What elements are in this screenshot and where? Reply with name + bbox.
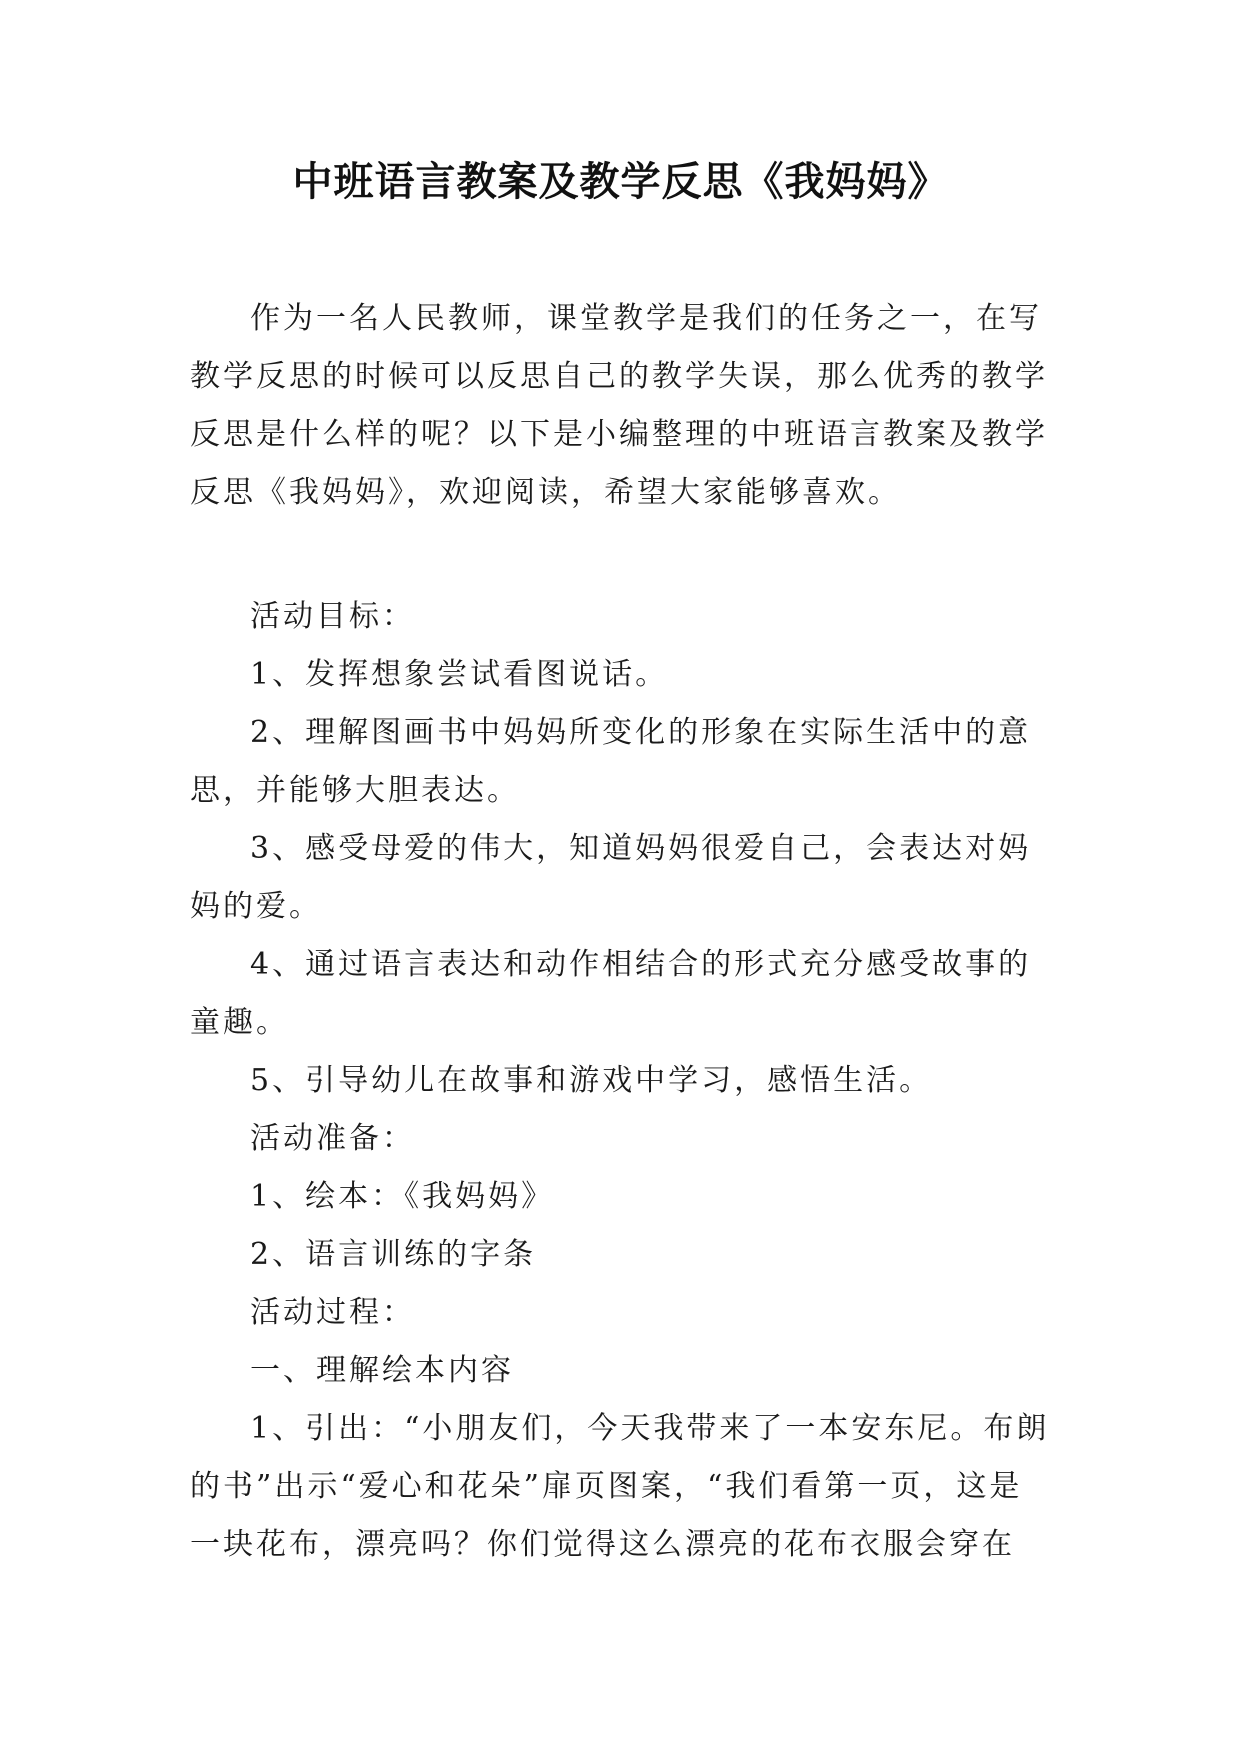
section-heading-preparation: 活动准备： — [250, 1121, 415, 1156]
intro-paragraph: 作为一名人民教师，课堂教学是我们的任务之一，在写教学反思的时候可以反思自己的教学失误，那么优秀的教学反思是什么样的呢？以下是小编整理的中班语言教案及教学反思《我妈妈》，欢迎阅读，希望大家能够喜欢。 — [190, 301, 1048, 510]
process-step-1: 1、引出：“小朋友们，今天我带来了一本安东尼。布朗的书”出示“爱心和花朵”扉页图案，“我们看第一页，这是一块花布，漂亮吗？你们觉得这么漂亮的花布衣服会穿在 — [190, 1411, 1050, 1562]
goal-item-1: 1、发挥想象尝试看图说话。 — [250, 657, 669, 692]
preparation-item-2: 2、语言训练的字条 — [250, 1237, 537, 1272]
section-heading-process: 活动过程： — [250, 1295, 415, 1330]
goal-item-5: 5、引导幼儿在故事和游戏中学习，感悟生活。 — [250, 1063, 933, 1098]
goal-item-4: 4、通过语言表达和动作相结合的形式充分感受故事的童趣。 — [190, 947, 1032, 1040]
preparation-item-1: 1、绘本：《我妈妈》 — [250, 1179, 555, 1214]
section-heading-goals: 活动目标： — [250, 599, 415, 634]
goal-item-2: 2、理解图画书中妈妈所变化的形象在实际生活中的意思，并能够大胆表达。 — [190, 715, 1032, 808]
document-title: 中班语言教案及教学反思《我妈妈》 — [292, 159, 949, 205]
process-subheading-1: 一、理解绘本内容 — [250, 1353, 514, 1388]
goal-item-3: 3、感受母爱的伟大，知道妈妈很爱自己，会表达对妈妈的爱。 — [190, 831, 1032, 924]
document-body — [190, 290, 1052, 1574]
